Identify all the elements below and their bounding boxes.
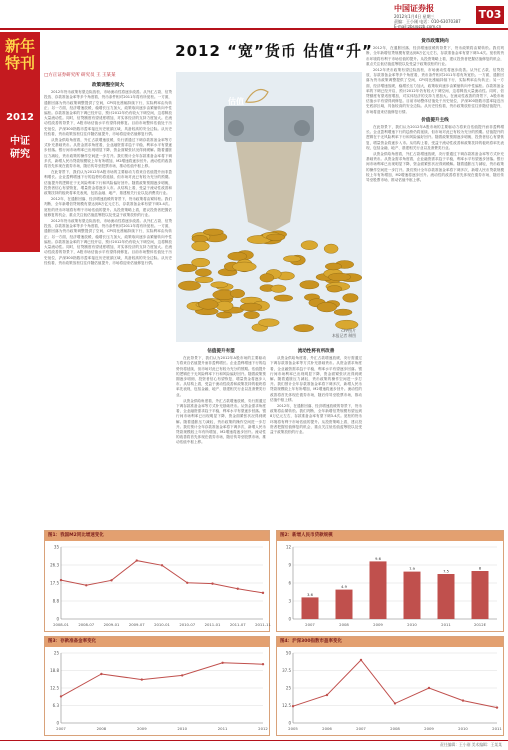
bar xyxy=(472,571,489,619)
coin xyxy=(192,241,210,251)
paragraph: 2012年货币政策有望边际放松，市场流动性将逐步改善。从外汇占款、信贷投放、存款准备金率等多个角度看，货币条件相对2011年将有所宽松。一方面，通胀回落为货币政策调整提供了空间，CPI同比涨幅持续下行，实际利率由负转正；另一方面，经济增速放缓，稳增长压力加大，政策取向逐步由紧缩转向中性偏松。存款准备金率的下调已经开启，预计2012年仍有较大下调空间，这将释放大量流动性。同时，信贷额度有望适度增加，对实体经济的支持力度加大。在流动性改善的背景下，A股市场估值水平有望得到修复。目前市场整体估值处于历史低位，沪深300指数市盈率接近历史底部区域，具备较高的安全边际。从历史经验看，货币政策放松往往伴随估值提升，市场将迎来估值修复行情。 xyxy=(44,219,172,265)
coin xyxy=(244,311,260,318)
y-tick-label: 6 xyxy=(288,580,291,586)
paragraph: 在此背景下，我们认为2012年A股市场的主要驱动力将来自估值提升而非盈利增长。企业盈利增速下行的趋势仍将延续，但市场对此已有较为充分的预期。估值提升的逻辑在于无风险利率下行和风险偏好回升。随着政策预期逐步明朗，投资者信心有望恢复，增量资金将逐步入市。从结构上看，受益于流动性改善和政策扶持的板块将率先表现，包括金融、地产、基建相关行业以及消费类行业。 xyxy=(366,125,504,150)
coin xyxy=(317,302,337,312)
y-tick-label: 12 xyxy=(285,544,291,550)
paragraph: 从资金供给角度看，外汇占款增速放缓，央行需通过下调存款准备金率等方式补充基础货币。从资金需求角度看，企业融资需求趋于平稳，利率水平有望逐步回落。银行间市场利率已出现明显下降，资金面紧张状况得到缓解。随着通胀压力减轻，货币政策的操作空间进一步打开。我们预计全年存款准备金率将下调多次，新增人民币贷款规模较上年有所增加，M2增速将逐步回升。流动性的改善将首先体现在债券市场，随后传导至股票市场，推动估值中枢上移。 xyxy=(270,356,362,402)
y-tick-label: 0 xyxy=(288,720,291,726)
y-tick-label: 35 xyxy=(53,544,59,550)
coin xyxy=(283,256,301,262)
coins-illustration xyxy=(176,72,362,342)
coin xyxy=(301,241,318,250)
coin xyxy=(240,303,262,311)
banner-year: 2012 xyxy=(6,112,34,123)
coin xyxy=(266,234,285,241)
chart-3 xyxy=(44,636,270,736)
y-tick-label: 17.5 xyxy=(50,580,59,586)
footer-text: 责任编辑：王小刚 美术编辑：王某某 xyxy=(440,742,502,747)
x-tick-label: 2012E xyxy=(473,622,487,627)
illustration-caption: 估值 xyxy=(228,97,244,106)
coin xyxy=(195,277,213,283)
data-point xyxy=(60,695,62,697)
y-tick-label: 18.8 xyxy=(50,668,59,673)
coin xyxy=(191,258,209,267)
data-label: 3.6 xyxy=(307,592,313,597)
x-tick-label: 2009 xyxy=(424,726,434,731)
data-point xyxy=(60,579,62,581)
coin xyxy=(325,263,341,270)
data-point xyxy=(360,659,362,661)
coin xyxy=(324,244,338,253)
data-point xyxy=(100,673,102,675)
x-tick-label: 2010-01 xyxy=(154,622,170,627)
x-tick-label: 2008 xyxy=(96,726,107,731)
byline: □方正证券研究所 研究员 王 王某某 xyxy=(44,73,116,78)
paragraph: 2012年货币政策有望边际放松，市场流动性将逐步改善。从外汇占款、信贷投放、存款准备金率等多个角度看，货币条件相对2011年将有所宽松。一方面，通胀回落为货币政策调整提供了空间，CPI同比涨幅持续下行，实际利率由负转正；另一方面，经济增速放缓，稳增长压力加大，政策取向逐步由紧缩转向中性偏松。存款准备金率的下调已经开启，预计2012年仍有较大下调空间，这将释放大量流动性。同时，信贷额度有望适度增加，对实体经济的支持力度加大。在流动性改善的背景下，A股市场估值水平有望得到修复。目前市场整体估值处于历史低位，沪深300指数市盈率接近历史底部区域，具备较高的安全边际。从历史经验看，货币政策放松往往伴随估值提升，市场将迎来估值修复行情。 xyxy=(366,68,504,114)
credit-line: 本报记者 制图 xyxy=(332,333,356,338)
data-point xyxy=(221,662,223,664)
credit-line: CFP图片 xyxy=(341,328,356,333)
data-label: 8 xyxy=(478,566,482,571)
section-heading: 货币政策转向 xyxy=(421,39,449,44)
section-heading: 政策调整空间大 xyxy=(91,83,125,88)
coin xyxy=(327,286,342,293)
coin xyxy=(198,299,218,309)
data-point xyxy=(211,582,213,584)
y-tick-label: 0 xyxy=(288,616,291,622)
x-tick-label: 2011-11 xyxy=(255,622,271,627)
y-tick-label: 25 xyxy=(53,650,59,656)
coin xyxy=(228,252,247,260)
chart-4 xyxy=(276,636,504,736)
y-tick-label: 0 xyxy=(56,720,59,726)
chart-2-plot xyxy=(277,541,503,631)
data-point xyxy=(141,678,143,680)
article-column-1 xyxy=(44,80,172,524)
x-tick-label: 2007 xyxy=(56,726,66,731)
paragraph: 2012年，在通胀回落、经济增速放缓的背景下，货币政策将由紧转松。我们判断，全年新增信贷规模有望达到8万亿元左右，存款准备金率有望下调3-4次。宽松的货币环境将有利于市场估值的提升。从投资策略上看，建议投资者把握估值修复的机会，重点关注低估值蓝筹股以及受益于政策放松的行业。 xyxy=(44,197,172,217)
coin xyxy=(274,295,293,301)
x-tick-label: 2006 xyxy=(322,726,332,731)
data-point xyxy=(262,592,264,594)
x-tick-label: 2011-01 xyxy=(204,622,221,627)
chart-1-plot xyxy=(45,541,269,631)
bar xyxy=(336,590,353,619)
coin xyxy=(334,309,352,315)
date-line: E-mail:zbs@zzb.com.cn xyxy=(394,24,442,29)
data-point xyxy=(110,579,112,581)
section-heading: 价值提升主线 xyxy=(421,117,449,123)
x-tick-label: 2008-01 xyxy=(53,622,69,627)
article-column-4 xyxy=(366,36,504,524)
chart-title: 图4：沪深300指数市盈率变化 xyxy=(277,637,503,647)
paragraph: 2012年，在通胀回落、经济增速放缓的背景下，货币政策将由紧转松。我们判断，全年新增信贷规模有望达到8万亿元左右，存款准备金率有望下调3-4次。宽松的货币环境将有利于市场估值的提升。从投资策略上看，建议投资者把握估值修复的机会，重点关注低估值蓝筹股以及受益于政策放松的行业。 xyxy=(366,46,504,66)
series-line xyxy=(61,663,263,697)
section-heading: 流动性将有所改善 xyxy=(297,349,335,354)
data-point xyxy=(428,687,430,689)
x-tick-label: 2008-07 xyxy=(78,622,95,627)
x-tick-label: 2011 xyxy=(492,726,502,731)
x-tick-label: 2008 xyxy=(339,622,349,627)
paragraph: 在此背景下，我们认为2012年A股市场的主要驱动力将来自估值提升而非盈利增长。企业盈利增速下行的趋势仍将延续，但市场对此已有较为充分的预期。估值提升的逻辑在于无风险利率下行和风险偏好回升。随着政策预期逐步明朗，投资者信心有望恢复，增量资金将逐步入市。从结构上看，受益于流动性改善和政策扶持的板块将率先表现，包括金融、地产、基建相关行业以及消费类行业。 xyxy=(176,356,266,397)
coin xyxy=(271,285,286,293)
data-point xyxy=(186,582,188,584)
section-heading: 估值提升有望 xyxy=(207,349,235,354)
x-tick-label: 2011 xyxy=(441,622,451,627)
chart-title: 图1：我国M2同比增速变化 xyxy=(45,531,269,541)
x-tick-label: 2008 xyxy=(390,726,400,731)
x-tick-label: 2005 xyxy=(288,726,298,731)
coin xyxy=(300,281,319,289)
paragraph: 2012年货币政策有望边际放松，市场流动性将逐步改善。从外汇占款、信贷投放、存款准备金率等多个角度看，货币条件相对2011年将有所宽松。一方面，通胀回落为货币政策调整提供了空间，CPI同比涨幅持续下行，实际利率由负转正；另一方面，经济增速放缓，稳增长压力加大，政策取向逐步由紧缩转向中性偏松。存款准备金率的下调已经开启，预计2012年仍有较大下调空间，这将释放大量流动性。同时，信贷额度有望适度增加，对实体经济的支持力度加大。在流动性改善的背景下，A股市场估值水平有望得到修复。目前市场整体估值处于历史低位，沪深300指数市盈率接近历史底部区域，具备较高的安全边际。从历史经验看，货币政策放松往往伴随估值提升，市场将迎来估值修复行情。 xyxy=(44,90,172,136)
data-point xyxy=(237,588,239,590)
data-label: 4.9 xyxy=(341,585,347,590)
x-tick-label: 2007 xyxy=(305,622,315,627)
chart-title: 图2：新增人民币贷款规模 xyxy=(277,531,503,541)
x-tick-label: 2010 xyxy=(177,726,188,731)
chart-4-plot xyxy=(277,647,503,735)
data-point xyxy=(394,702,396,704)
data-point xyxy=(181,674,183,676)
data-point xyxy=(85,584,87,586)
x-tick-label: 2012 xyxy=(258,726,268,731)
page-title: 2012 “宽”货币 估值“升” xyxy=(175,42,373,60)
chart-2 xyxy=(276,530,504,632)
paragraph: 2012年，在通胀回落、经济增速放缓的背景下，货币政策将由紧转松。我们判断，全年新增信贷规模有望达到8万亿元左右，存款准备金率有望下调3-4次。宽松的货币环境将有利于市场估值的提升。从投资策略上看，建议投资者把握估值修复的机会，重点关注低估值蓝筹股以及受益于政策放松的行业。 xyxy=(270,404,362,435)
date-line: 责编：王小刚 电话：010-63070387 xyxy=(394,19,461,24)
masthead: 中国证券报 xyxy=(394,3,434,13)
y-tick-label: 0 xyxy=(56,616,59,622)
data-point xyxy=(462,699,464,701)
paragraph: 从资金供给角度看，外汇占款增速放缓，央行需通过下调存款准备金率等方式补充基础货币。从资金需求角度看，企业融资需求趋于平稳，利率水平有望逐步回落。银行间市场利率已出现明显下降，资金面紧张状况得到缓解。随着通胀压力减轻，货币政策的操作空间进一步打开。我们预计全年存款准备金率将下调多次，新增人民币贷款规模较上年有所增加，M2增速将逐步回升。流动性的改善将首先体现在债券市场，随后传导至股票市场，推动估值中枢上移。 xyxy=(176,398,266,445)
article-column-3 xyxy=(270,346,362,524)
x-tick-label: 2009 xyxy=(373,622,383,627)
article-column-2 xyxy=(176,346,266,524)
data-point xyxy=(326,694,328,696)
x-tick-label: 2011 xyxy=(217,726,228,731)
coin xyxy=(233,262,257,271)
y-tick-label: 37.5 xyxy=(282,668,291,673)
data-point xyxy=(136,559,138,561)
coin xyxy=(258,319,279,327)
x-tick-label: 2007 xyxy=(356,726,366,731)
paragraph: 从资金供给角度看，外汇占款增速放缓，央行需通过下调存款准备金率等方式补充基础货币。从资金需求角度看，企业融资需求趋于平稳，利率水平有望逐步回落。银行间市场利率已出现明显下降，资金面紧张状况得到缓解。随着通胀压力减轻，货币政策的操作空间进一步打开。我们预计全年存款准备金率将下调多次，新增人民币贷款规模较上年有所增加，M2增速将逐步回升。流动性的改善将首先体现在债券市场，随后传导至股票市场，推动估值中枢上移。 xyxy=(44,138,172,169)
y-tick-label: 8.8 xyxy=(52,598,59,604)
paragraph: 从资金供给角度看，外汇占款增速放缓，央行需通过下调存款准备金率等方式补充基础货币。从资金需求角度看，企业融资需求趋于平稳，利率水平有望逐步回落。银行间市场利率已出现明显下降，资金面紧张状况得到缓解。随着通胀压力减轻，货币政策的操作空间进一步打开。我们预计全年存款准备金率将下调多次，新增人民币贷款规模较上年有所增加，M2增速将逐步回升。流动性的改善将首先体现在债券市场，随后传导至股票市场，推动估值中枢上移。 xyxy=(366,152,504,183)
data-point xyxy=(292,705,294,707)
coin xyxy=(178,281,200,290)
paragraph: 在此背景下，我们认为2012年A股市场的主要驱动力将来自估值提升而非盈利增长。企业盈利增速下行的趋势仍将延续，但市场对此已有较为充分的预期。估值提升的逻辑在于无风险利率下行和风险偏好回升。随着政策预期逐步明朗，投资者信心有望恢复，增量资金将逐步入市。从结构上看，受益于流动性改善和政策扶持的板块将率先表现，包括金融、地产、基建相关行业以及消费类行业。 xyxy=(44,170,172,196)
coin xyxy=(216,301,233,311)
x-tick-label: 2010-07 xyxy=(179,622,196,627)
chart-title: 图3：存款准备金率变化 xyxy=(45,637,269,647)
data-point xyxy=(262,663,264,665)
y-tick-label: 12.5 xyxy=(50,685,59,691)
data-label: 7.9 xyxy=(409,567,415,572)
coin xyxy=(294,324,314,331)
footer xyxy=(0,740,508,750)
date-line: 2012年1月4日 星期三 xyxy=(394,14,435,19)
y-tick-label: 25 xyxy=(285,685,291,691)
data-label: 7.5 xyxy=(443,569,449,574)
x-tick-label: 2009-01 xyxy=(103,622,120,627)
y-tick-label: 50 xyxy=(285,650,291,656)
x-tick-label: 2010 xyxy=(458,726,468,731)
coin xyxy=(260,274,274,282)
y-tick-label: 26.3 xyxy=(50,562,59,568)
series-line xyxy=(293,660,497,708)
image-credit xyxy=(332,328,356,338)
coin xyxy=(195,269,211,277)
x-tick-label: 2009 xyxy=(136,726,147,731)
banner-column: 中证研究 xyxy=(10,136,30,160)
coin xyxy=(203,229,223,235)
coin xyxy=(343,294,359,303)
y-tick-label: 9 xyxy=(288,562,291,568)
chart-1 xyxy=(44,530,270,632)
y-tick-label: 6.3 xyxy=(52,703,59,708)
page-number: T03 xyxy=(476,6,504,24)
coin xyxy=(216,312,232,318)
coin xyxy=(211,282,228,288)
coin xyxy=(230,289,245,298)
bar xyxy=(370,561,387,619)
masthead-date xyxy=(394,14,474,29)
x-tick-label: 2011-07 xyxy=(229,622,246,627)
data-point xyxy=(161,564,163,566)
y-tick-label: 3 xyxy=(288,598,291,604)
bar xyxy=(438,574,455,619)
y-tick-label: 12.5 xyxy=(282,703,291,708)
data-point xyxy=(496,706,498,708)
chart-3-plot xyxy=(45,647,269,735)
bar xyxy=(404,572,421,619)
x-tick-label: 2010 xyxy=(407,622,417,627)
coin xyxy=(328,273,351,281)
data-label: 9.6 xyxy=(375,556,381,561)
illustration xyxy=(176,72,362,342)
banner-title: 新年特刊 xyxy=(4,37,35,72)
x-tick-label: 2009-07 xyxy=(128,622,145,627)
bar xyxy=(302,597,319,619)
